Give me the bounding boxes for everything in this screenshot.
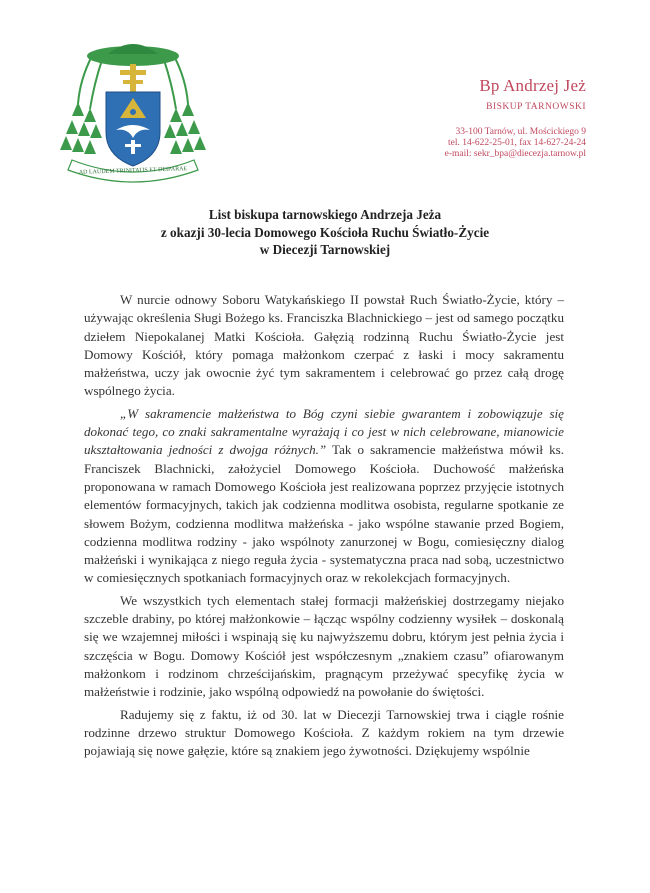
contact-block — [445, 127, 586, 160]
paragraph-1: W nurcie odnowy Soboru Watykańskiego II powstał Ruch Światło-Życie, który – używając określenia Sługi Bożego ks. Franciszka Blachnickiego – jest od samego początku dziełem Niepokalanej Matki Kościoła. Gałęzią rodzinną Ruchu Światło-Życie jest Domowy Kościół, który pomaga małżonkom czerpać z łaski i mocy sakramentu małżeństwa, uczy jak owocnie żyć tym sakramentem i celebrować go przez całą drogę wspólnego życia. — [84, 292, 564, 399]
paragraph-2 — [84, 405, 564, 588]
paragraph-3: We wszystkich tych elementach stałej formacji małżeńskiej dostrzegamy niejako szczeble drabiny, po której małżonkowie – łącząc wspólny codzienny wysiłek – doskonalą się we wzajemnej miłości i wspinają się ku najwyższemu dobru, którym jest pełnia życia i szczęścia w Bogu. Domowy Kościół jest współczesnym „znakiem czasu” ofiarowanym małżonkom i rodzinom chrześcijańskim, pragnącym przeżywać specyfikę życia w małżeństwie i rodzinie, jako wspólną odpowiedź na powołanie do świętości. — [84, 592, 564, 700]
contact-phone: tel. 14-622-25-01, fax 14-627-24-24 — [448, 138, 586, 148]
paragraph-4: Radujemy się z faktu, iż od 30. lat w Diecezji Tarnowskiej trwa i ciągle rośnie rodzinne drzewo struktur Domowego Kościoła. Z każdym rokiem na tym drzewie pojawiają się nowe gałęzie, które są znakiem jego żywotności. Dziękujemy wspólnie — [84, 706, 564, 759]
title-line-2: z okazji 30-lecia Domowego Kościoła Ruchu Światło-Życie — [160, 224, 490, 240]
bishop-title: BISKUP TARNOWSKI — [486, 102, 586, 112]
title-line-1: List biskupa tarnowskiego Andrzeja Jeża — [208, 207, 442, 222]
title-line-3: w Diecezji Tarnowskiej — [259, 242, 391, 257]
coat-of-arms-motto: AD LAUDEM TRINITATIS ET DEIPARAE — [78, 166, 188, 176]
paragraph-2-text: Tak o sakramencie małżeństwa mówił ks. Franciszek Blachnicki, założyciel Domowego Kościoła. Duchowość małżeńska proponowana w ramach Domowego Kościoła jest realizowana poprzez przyjęcie istotnych elementów formacyjnych, takich jak codzienna modlitwa osobista, regularne spotkanie ze słowem Bożym, codzienna modlitwa małżeńska - jako wspólne stawanie przed Bogiem, codzienna modlitwa rodziny - jako wspólnoty zanurzonej w Bogu, comiesięczny dialog małżeński i wynikająca z niego reguła życia - systematyczna praca nad sobą, uczestnictwo w comiesięcznych spotkaniach formacyjnych oraz w rekolekcjach formacyjnych. — [84, 442, 564, 586]
letter-body — [84, 291, 564, 760]
letter-title — [0, 206, 650, 259]
paragraph-2-quote: „W sakramencie małżeństwa to Bóg czyni siebie gwarantem i zobowiązuje się dokonać tego, co znaki sakramentalne wyrażają i co jest w nich celebrowane, mianowicie ukształtowania jedności z dwojga różnych.” — [84, 405, 564, 458]
contact-address: 33-100 Tarnów, ul. Mościckiego 9 — [455, 127, 586, 137]
bishop-name: Bp Andrzej Jeż — [479, 76, 586, 95]
contact-email: e-mail: sekr_bpa@diecezja.tarnow.pl — [444, 149, 586, 159]
coat-of-arms-icon — [58, 34, 208, 184]
